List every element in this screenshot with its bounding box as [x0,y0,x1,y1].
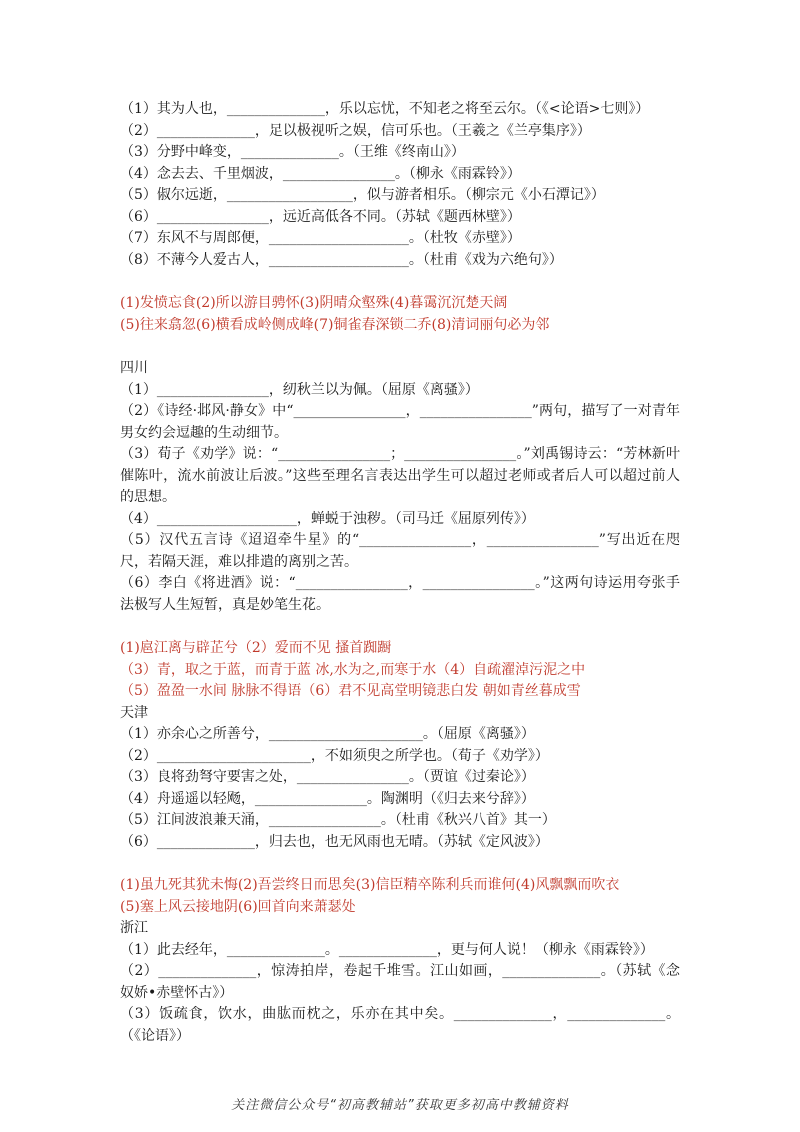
question-line: （2）______________________，不如须臾之所学也。（荀子《劝学》） [120,747,549,764]
question-line: （2）______________，足以极视听之娱，信可乐也。（王羲之《兰亭集序》） [120,122,591,139]
region-heading-zhejiang: 浙江 [120,920,148,936]
answer-line: (1)虽九死其犹未悔(2)吾尝终日而思矣(3)信臣精卒陈利兵而谁何(4)风飘飘而吹衣 [120,877,620,893]
answer-line: (1)扈江离与辟芷兮（2）爱而不见 搔首踟蹰 [120,640,392,656]
question-line: （8）不薄今人爱古人，____________________。（杜甫《戏为六绝句》） [120,251,563,268]
question-line: （1）________________，纫秋兰以为佩。（屈原《离骚》） [120,381,479,398]
answer-line: (5)塞上风云接地阴(6)回首向来萧瑟处 [120,898,356,915]
spacer [120,853,680,875]
question-line: （1）此去经年，______________。______________，更与何人说！（柳永《雨霖铃》） [120,941,654,958]
region-heading-sichuan: 四川 [120,360,148,376]
question-line: （3）良将劲弩守要害之处，________________。（贾谊《过秦论》） [120,769,535,785]
spacer [120,616,680,638]
answer-line: （5）盈盈一水间 脉脉不得语（6）君不见高堂明镜悲白发 朝如青丝暮成雪 [120,683,581,699]
section-1-questions [120,99,680,271]
question-line: （2）《诗经·邶风·静女》中“________________，________________”两句，描写了一对青年男女约会逗趣的生动细节。 [120,403,680,441]
question-line: （1）亦余心之所善兮，______________________。（屈原《离骚》） [120,726,535,742]
answer-line: （3）青，取之于蓝，而青于蓝 冰,水为之,而寒于水（4）自疏濯淖污泥之中 [120,661,586,678]
answer-line: (5)往来翕忽(6)横看成岭侧成峰(7)铜雀春深锁二乔(8)清词丽句必为邻 [120,316,550,333]
section-3-questions [120,724,680,853]
question-line: （5）俶尔远逝，__________________，似与游者相乐。（柳宗元《小石潭记》） [120,187,605,203]
question-line: （3）荀子《劝学》说：“________________；________________。”刘禹锡诗云：“芳林新叶催陈叶，流水前波让后波。”这些至理名言表达出学生可以超过老师或者后人可以超过前人的思想。 [120,446,680,505]
region-heading-tianjin: 天津 [120,704,148,721]
question-line: （6）________________，远近高低各不同。（苏轼《题西林壁》） [120,208,521,225]
section-2-answers [120,638,680,703]
question-line: （3）饭疏食，饮水，曲肱而枕之，乐亦在其中矣。______________，______________。（《论语》） [120,1006,680,1044]
question-line: （6）李白《将进酒》说：“________________，________________。”这两句诗运用夸张手法极写人生短暂，真是妙笔生花。 [120,575,680,613]
question-line: （7）东风不与周郎便，____________________。（杜牧《赤壁》） [120,230,521,246]
question-line: （1）其为人也，______________，乐以忘忧，不知老之将至云尔。（《<论语>七则》） [120,101,650,117]
question-line: （5）江间波浪兼天涌，________________。（杜甫《秋兴八首》其一） [120,812,556,828]
document-content [120,99,680,1047]
question-line: （6）______________，归去也，也无风雨也无晴。（苏轼《定风波》） [120,833,549,850]
question-line: （2）______________，惊涛拍岸，卷起千堆雪。江山如画，______________。（苏轼《念奴娇•赤壁怀古》） [120,963,680,1001]
section-1-answers [120,293,680,336]
question-line: （5）汉代五言诗《迢迢牵牛星》的“________________，________________”写出近在咫尺，若隔天涯，难以排遣的离别之苦。 [120,532,680,570]
spacer [120,271,680,293]
question-line: （3）分野中峰变，______________。（王维《终南山》） [120,144,465,160]
question-line: （4）____________________，蝉蜕于浊秽。（司马迁《屈原列传》） [120,510,535,527]
answer-line: (1)发愤忘食(2)所以游目骋怀(3)阴晴众壑殊(4)暮霭沉沉楚天阔 [120,295,508,311]
question-line: （4）舟遥遥以轻飏，________________。陶渊明（《归去来兮辞》） [120,790,535,807]
section-2-questions [120,380,680,617]
footer-promo-text: 关注微信公众号“初高教辅站”获取更多初高中教辅资料 [231,1098,569,1113]
section-3-answers [120,875,680,918]
section-4-questions [120,940,680,1048]
question-line: （4）念去去、千里烟波，________________。（柳永《雨霖铃》） [120,165,521,182]
